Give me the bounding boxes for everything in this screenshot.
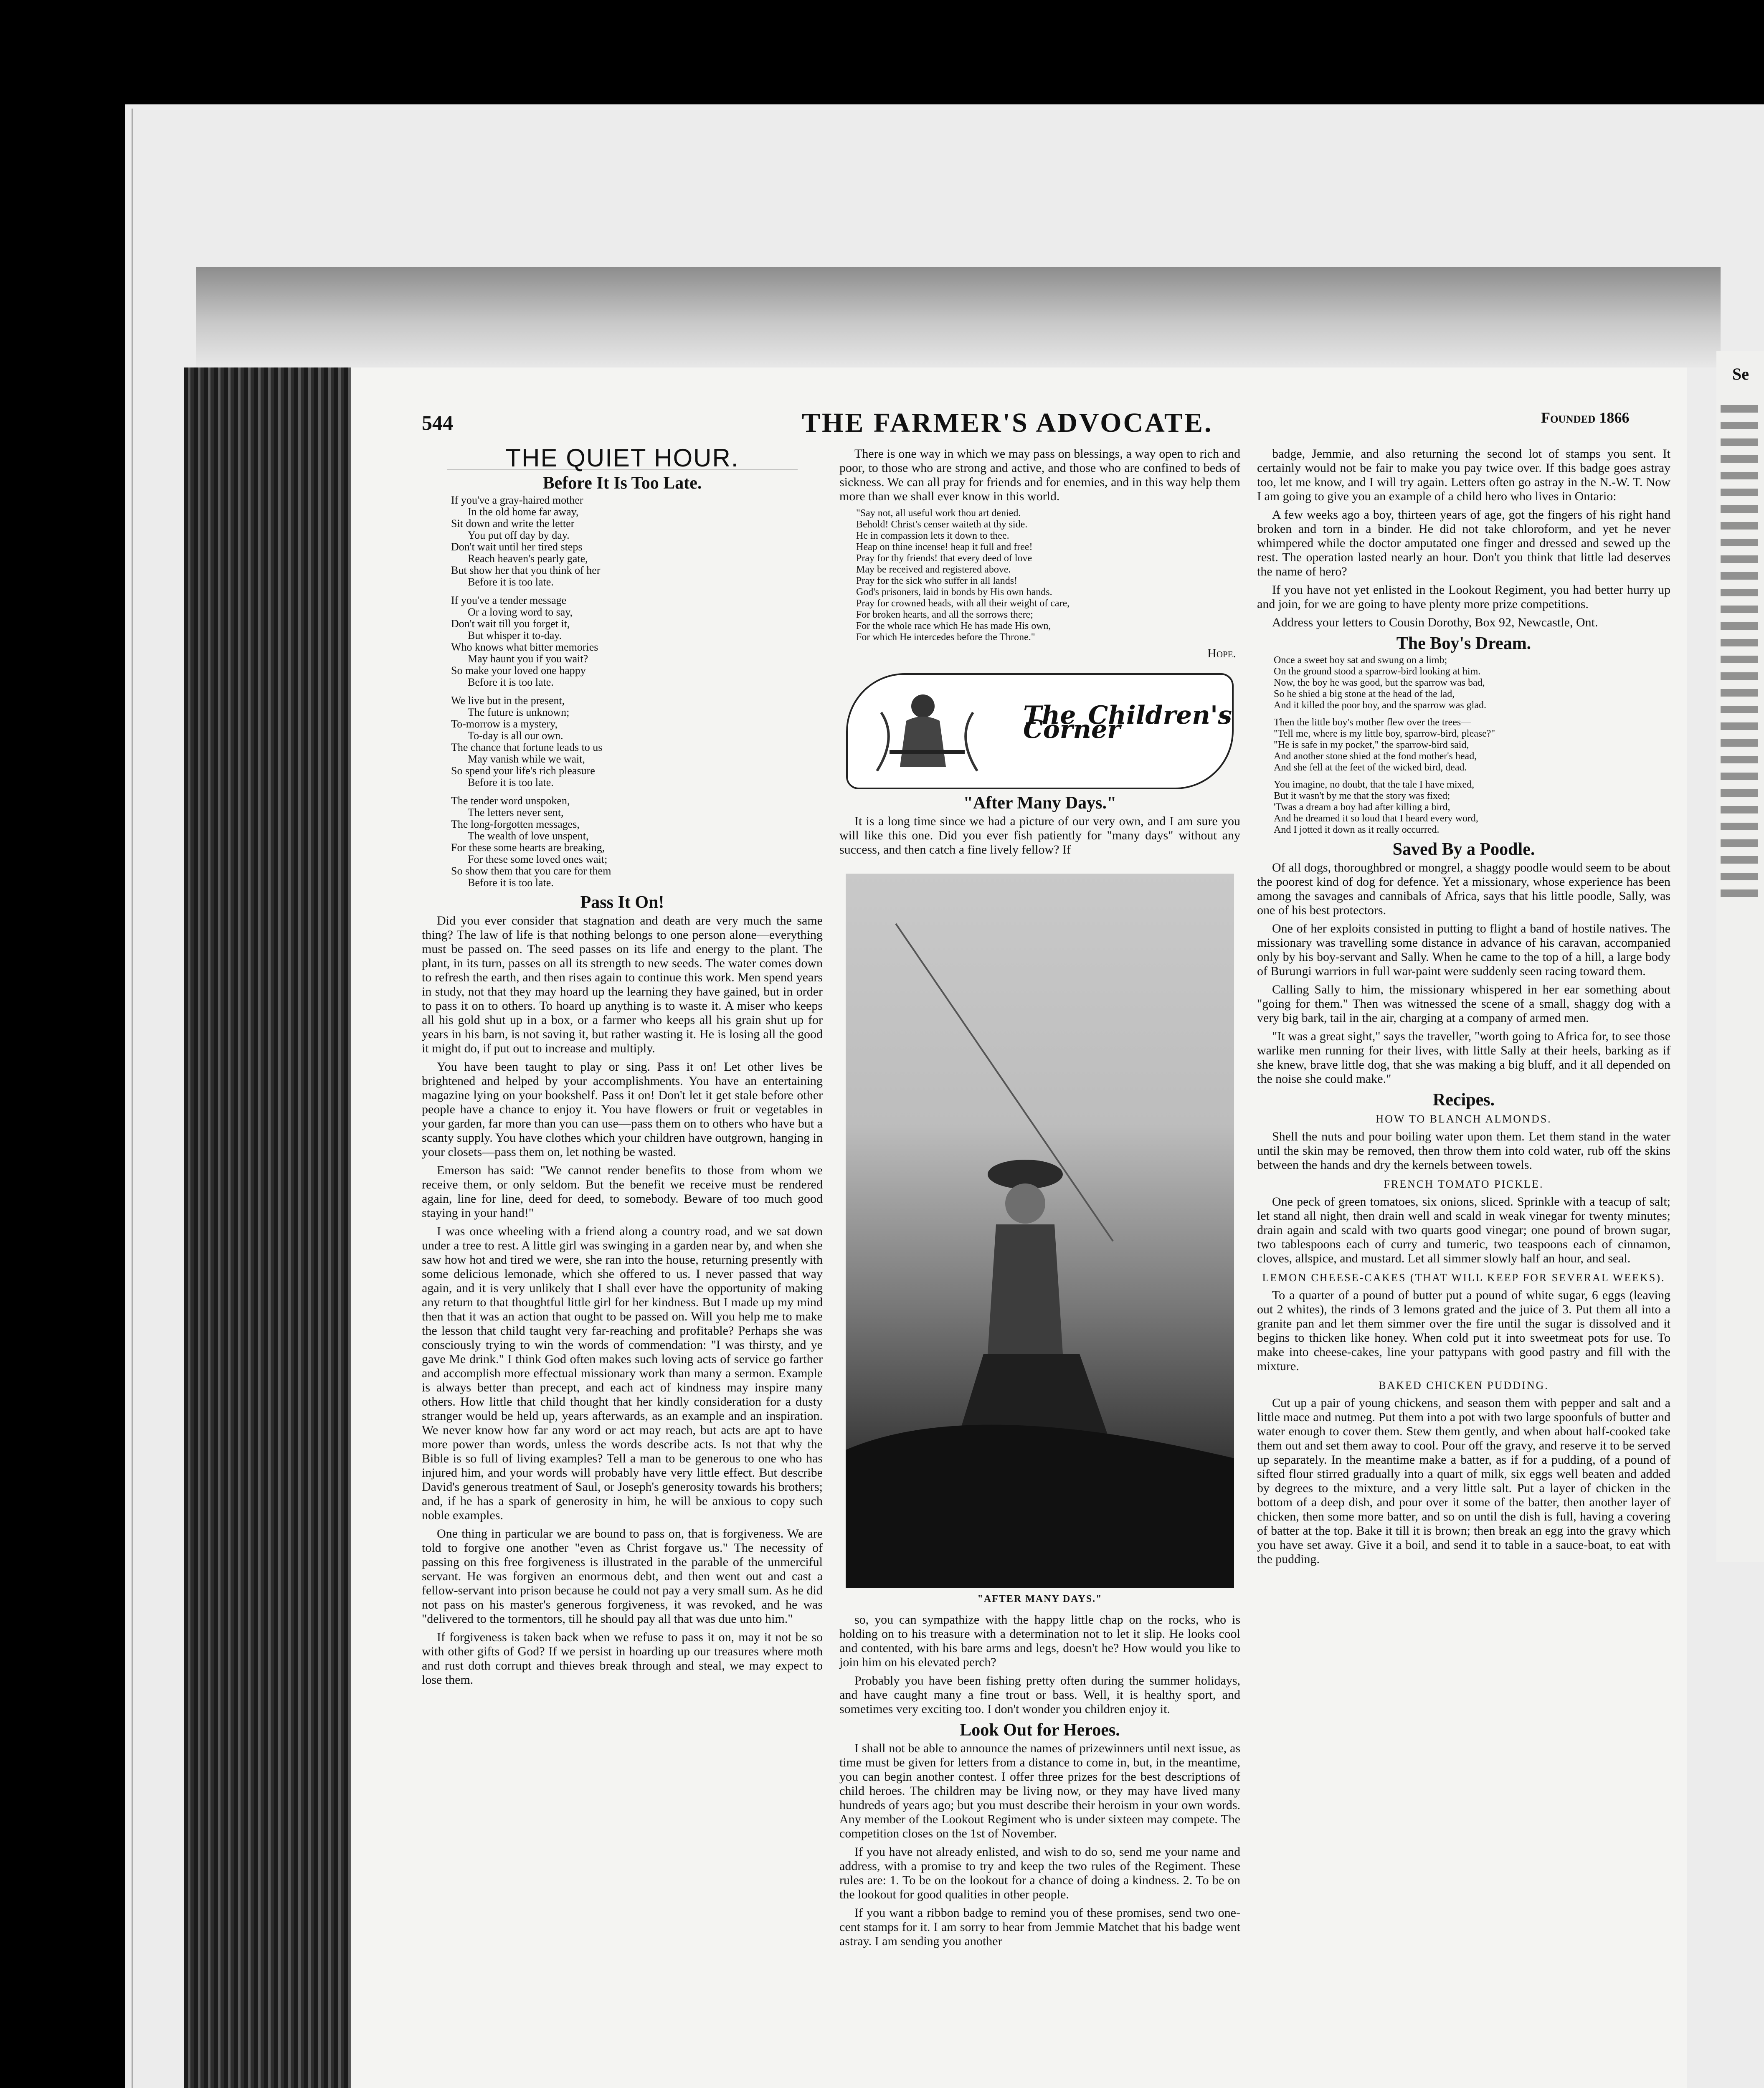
poem-line: The letters never sent,: [468, 806, 564, 818]
poem-line: Behold! Christ's censer waiteth at thy side.: [856, 519, 1028, 530]
poem-line: Before it is too late.: [468, 776, 554, 788]
girl-illustration: [873, 687, 981, 775]
poem-line: Before it is too late.: [468, 576, 554, 588]
founded-year: Founded 1866: [1541, 409, 1630, 426]
poem-line: For the whole race which He has made His own,: [856, 621, 1051, 631]
paragraph: You have been taught to play or sing. Pass it on! Let other lives be brightened and helped by your accomplishments. You have an entertaining magazine lying on your bookshelf. Pass it on! Don't let it get stale before other people have a chance to enjoy it. You have flowers or fruit or vegetables in your garden, far more than you can use—pass them on to others who have but a scanty supply. You have clothes which your children have outgrown, hanging in your closets—pass them on, let nothing be wasted.: [422, 1060, 823, 1159]
stanza: [451, 595, 823, 688]
photo-caption: "AFTER MANY DAYS.": [977, 1594, 1102, 1604]
poem-line: Don't wait until her tired steps: [451, 541, 583, 553]
boys-dream-poem: [1274, 655, 1662, 836]
article-body: [422, 914, 823, 1687]
poem-line: So he shied a big stone at the head of the lad,: [1274, 689, 1455, 699]
column-right: [1257, 447, 1670, 1571]
stanza: [1274, 717, 1662, 773]
paragraph: If forgiveness is taken back when we refuse to pass it on, may it not be so with other gifts of God? If we persist in hoarding up our treasures where moth and rust doth corrupt and thieves break through and steal, we may expect to lose them.: [422, 1630, 823, 1687]
poem-line: We live but in the present,: [451, 694, 565, 707]
poem-line: If you've a gray-haired mother: [451, 494, 583, 506]
poem-line: "He is safe in my pocket," the sparrow-bird said,: [1274, 740, 1469, 750]
poem-line: You imagine, no doubt, that the tale I have mixed,: [1274, 779, 1475, 790]
prayer-poem: [856, 508, 1232, 643]
stanza: [451, 795, 823, 889]
recipes-body: [1257, 1112, 1670, 1566]
poem-line: The long-forgotten messages,: [451, 818, 580, 830]
paragraph: If you have not yet enlisted in the Lookout Regiment, you had better hurry up and join, for we are going to have plenty more prize competitions.: [1257, 583, 1670, 611]
section-title: THE QUIET HOUR.: [505, 444, 739, 472]
photo-illustration: [846, 874, 1234, 1588]
poem-line: So spend your life's rich pleasure: [451, 765, 595, 777]
paragraph: One of her exploits consisted in putting to flight a band of hostile natives. The missionary was travelling some distance in advance of his caravan, accompanied only by his boy-servant and Sally. When he came to the top of a hill, a large body of Burungi warriors in full war-paint were suddenly seen racing toward them.: [1257, 922, 1670, 978]
recipe-text: Cut up a pair of young chickens, and season them with pepper and salt and a little mace and nutmeg. Put them into a pot with two large spoonfuls of butter and water enough to cover them. Stew them gently, and when about half-cooked take them out and set them away to cool. Pour off the gravy, and reserve it to be served up separately. In the meantime make a batter, as if for a pudding, of a pound of sifted flour stirred gradually into a quart of milk, six eggs well beaten and added by degrees to the mixture, and a very little salt. Put a layer of chicken in the bottom of a deep dish, and pour over it some of the batter, then another layer of chicken, then some more batter, and so on until the dish is full, having a covering of batter at the top. Bake it till it is brown; then break an egg into the gravy which you have set away. Give it a boil, and send it to table in a sauce-boat, to eat with the pudding.: [1257, 1396, 1670, 1566]
paragraph: so, you can sympathize with the happy little chap on the rocks, who is holding on to his treasure with a determination not to let it slip. He looks cool and contented, with his bare arms and legs, doesn't he? How would you like to join him on his elevated perch?: [839, 1613, 1240, 1669]
recipe-text: To a quarter of a pound of butter put a pound of white sugar, 6 eggs (leaving out 2 whites), the rinds of 3 lemons grated and the juice of 3. Put them all into a granite pan and let them simmer over the fire until the sugar is dissolved and it begins to thicken like honey. When cold put it into sweetmeat pots for use. To make into cheese-cakes, line your pattypans with good pastry and fill with the mixture.: [1257, 1288, 1670, 1373]
column-childrens-corner: [839, 447, 1240, 1953]
story-body: [839, 1613, 1240, 1716]
poem-line: And he dreamed it so loud that I heard every word,: [1274, 813, 1478, 824]
stanza: [451, 494, 823, 588]
adjacent-page: [1716, 351, 1764, 1562]
poodle-title: Saved By a Poodle.: [1392, 840, 1535, 859]
poem-title: Before It Is Too Late.: [542, 474, 702, 493]
poem-line: The chance that fortune leads to us: [451, 741, 603, 753]
paragraph: "It was a great sight," says the traveller, "worth going to Africa for, to see those warlike men running for their lives, with little Sally at their heels, barking as if she knew, brave little dog, that she was making a big bluff, and it all depended on the noise she could make.": [1257, 1029, 1670, 1086]
story-title: "After Many Days.": [963, 793, 1117, 813]
poem-line: If you've a tender message: [451, 594, 567, 606]
recipe-name: LEMON CHEESE-CAKES (THAT WILL KEEP FOR SEVERAL WEEKS).: [1262, 1272, 1665, 1284]
masthead: [422, 407, 1675, 441]
poem-before-too-late: [451, 494, 823, 889]
heroes-title: Look Out for Heroes.: [960, 1721, 1120, 1740]
recipe-name: HOW TO BLANCH ALMONDS.: [1376, 1113, 1552, 1125]
story-intro: It is a long time since we had a picture of our very own, and I am sure you will like this one. Did you ever fish patiently for "many days" without any success, and then catch a fine lively fellow? If: [839, 814, 1240, 856]
poem-line: And it killed the poor boy, and the sparrow was glad.: [1274, 700, 1487, 711]
paragraph: I was once wheeling with a friend along a country road, and we sat down under a tree to rest. A little girl was swinging in a garden near by, and when she saw how hot and tired we were, she ran into the house, returning presently with some delicious lemonade, which she offered to us. I never passed that way again, and it is very unlikely that I shall ever have the opportunity of making any return to that thoughtful little girl for her kindness. But I made up my mind then that it was an action that ought to be passed on. Will you help me to make the lesson that child taught very far-reaching and profitable? Perhaps she was consciously trying to win the words of commendation: "I was thirsty, and ye gave Me drink." I think God often makes such loving acts of service go farther and accomplish more effectual missionary work than many a sermon. Example is always better than precept, and each act of kindness may inspire many others. How little that child thought that her kindly consideration for a dusty stranger would be held up, years afterwards, as an example and an inspiration. We never know how far any word or act may reach, but acts are apt to have more power than words, unless the words describe acts. Is not that why the Bible is so full of living examples? Tell a man to be generous to one who has injured him, and your words will probably have very little effect. But describe David's generous treatment of Saul, or Joseph's generosity towards his brothers; and, if he has a spark of generosity in him, he will be anxious to copy such noble examples.: [422, 1224, 823, 1522]
poem-line: Who knows what bitter memories: [451, 641, 598, 653]
poem-line: So make your loved one happy: [451, 664, 586, 677]
column-quiet-hour: [422, 444, 823, 1691]
poem-line: The wealth of love unspent,: [468, 830, 589, 842]
poem-line: 'Twas a dream a boy had after killing a bird,: [1274, 802, 1450, 813]
page-number: 544: [422, 411, 453, 434]
paragraph: Address your letters to Cousin Dorothy, Box 92, Newcastle, Ont.: [1272, 616, 1598, 629]
poem-line: For these some loved ones wait;: [468, 853, 608, 865]
poem-line: So show them that you care for them: [451, 865, 611, 877]
paragraph: Of all dogs, thoroughbred or mongrel, a shaggy poodle would seem to be about the poorest kind of dog for defence. Yet a missionary, whose experience has been among the savages and cannibals of Africa, says that his little poodle, Sally, was one of his best protectors.: [1257, 861, 1670, 917]
poem-line: To-morrow is a mystery,: [451, 718, 558, 730]
recipe-text: Shell the nuts and pour boiling water upon them. Let them stand in the water until the skin may be removed, then throw them into cold water, rub off the skins between the hands and dry the kernels between towels.: [1257, 1130, 1670, 1172]
poem-line: May vanish while we wait,: [468, 753, 585, 765]
recipe-text: One peck of green tomatoes, six onions, sliced. Sprinkle with a teacup of salt; let stand all night, then drain well and scald in weak vinegar for twenty minutes; drain again and scald with two quarts good vinegar; one pound of brown sugar, two tablespoons each of curry and tumeric, two teaspoons each of cinnamon, cloves, allspice, and mustard. Let all simmer slowly half an hour, and seal.: [1257, 1195, 1670, 1265]
poem-line: Before it is too late.: [468, 877, 554, 889]
poem-line: God's prisoners, laid in bonds by His own hands.: [856, 587, 1052, 598]
paragraph: If you have not already enlisted, and wish to do so, send me your name and address, with a promise to try and keep the two rules of the Regiment. These rules are: 1. To be on the lookout for a chance of doing a kindness. 2. To be on the lookout for good qualities in other people.: [839, 1845, 1240, 1901]
poem-line: In the old home far away,: [468, 506, 579, 518]
poem-line: Sit down and write the letter: [451, 517, 575, 530]
book-binding: [184, 367, 351, 2088]
stanza: [1274, 779, 1662, 836]
scan-edge-line: [132, 109, 133, 2088]
recipe-name: FRENCH TOMATO PICKLE.: [1384, 1178, 1544, 1190]
stanza: [1274, 655, 1662, 711]
poem-line: Don't wait till you forget it,: [451, 618, 570, 630]
fishing-boy-photo: [846, 874, 1234, 1588]
poem-line: But show her that you think of her: [451, 564, 601, 576]
paragraph: If you want a ribbon badge to remind you of these promises, send two one-cent stamps for it. I am sorry to hear from Jemmie Matchet that his badge went astray. I am sending you another: [839, 1906, 1240, 1948]
paragraph: A few weeks ago a boy, thirteen years of age, got the fingers of his right hand broken and torn in a binder. He did not take chloroform, and yet he never whimpered while the doctor amputated one finger and dressed and sewed up the rest. The operation lasted nearly an hour. Don't you think that little lad deserves the name of hero?: [1257, 508, 1670, 578]
poem-line: Before it is too late.: [468, 676, 554, 688]
poem-line: The future is unknown;: [468, 706, 570, 718]
poem-line: Now, the boy he was good, but the sparrow was bad,: [1274, 677, 1485, 688]
adjacent-page-header: Se: [1732, 365, 1749, 383]
poem-line: For broken hearts, and all the sorrows there;: [856, 609, 1033, 620]
poem-line: Once a sweet boy sat and swung on a limb;: [1274, 655, 1447, 666]
page-shadow: [196, 267, 1721, 367]
poem-line: On the ground stood a sparrow-bird looking at him.: [1274, 666, 1481, 677]
poem-line: But whisper it to-day.: [468, 629, 562, 641]
signature: Hope.: [1207, 646, 1236, 660]
poem-line: You put off day by day.: [468, 529, 570, 541]
poodle-body: [1257, 861, 1670, 1086]
poem-line: The tender word unspoken,: [451, 795, 570, 807]
poem-line: Pray for thy friends! that every deed of love: [856, 553, 1032, 564]
paragraph: badge, Jemmie, and also returning the second lot of stamps you sent. It certainly would not be fair to make you pay twice over. If this badge goes astray too, let me know, and I will try again. Letters often go astray in the N.-W. T. Now I am going to give you an example of a child hero who lives in Ontario:: [1257, 447, 1670, 503]
poem-line: Pray for crowned heads, with all their weight of care,: [856, 598, 1070, 609]
paragraph: One thing in particular we are bound to pass on, that is forgiveness. We are told to forgive one another "even as Christ forgave us." The necessity of passing on this free forgiveness is illustrated in the parable of the unmerciful servant. He was forgiven an enormous debt, and then went out and cast a fellow-servant into prison because he could not pay a very small sum. As he did not pass on his master's generous forgiveness, it was revoked, and he was "delivered to the tormentors, till he should pay all that was due unto him.": [422, 1527, 823, 1626]
poem-line: Reach heaven's pearly gate,: [468, 552, 588, 565]
newspaper-title: THE FARMER'S ADVOCATE.: [802, 408, 1213, 438]
poem-line: And I jotted it down as it really occurred.: [1274, 824, 1440, 835]
recipe-name: BAKED CHICKEN PUDDING.: [1379, 1379, 1549, 1391]
poem-line: "Say not, all useful work thou art denied.: [856, 508, 1021, 519]
paragraph: Calling Sally to him, the missionary whispered in her ear something about "going for them." Then was witnessed the scene of a small, shaggy dog with a very big bark, tail in the air, charging at a company of armed men.: [1257, 983, 1670, 1025]
paragraph: Probably you have been fishing pretty often during the summer holidays, and have caught many a fine trout or bass. Well, it is healthy sport, and sometimes very exciting too. I don't wonder you children enjoy it.: [839, 1674, 1240, 1716]
poem-line: And another stone shied at the fond mother's head,: [1274, 751, 1477, 762]
poem-line: May be received and registered above.: [856, 564, 1011, 575]
letters-body: [1257, 447, 1670, 630]
paragraph: I shall not be able to announce the names of prizewinners until next issue, as time must be given for letters from a distance to come in, but, in the meantime, you can begin another contest. I offer three prizes for the best descriptions of child heroes. The children may be living now, or they may have lived many hundreds of years ago; but you must describe their heroism in your own words. Any member of the Lookout Regiment who is under sixteen may compete. The competition closes on the 1st of November.: [839, 1741, 1240, 1840]
article-title: Pass It On!: [580, 893, 664, 912]
poem-line: Heap on thine incense! heap it full and free!: [856, 542, 1033, 552]
poem-line: For these some hearts are breaking,: [451, 841, 605, 854]
poem-line: He in compassion lets it down to thee.: [856, 530, 1009, 541]
poem-line: For which He intercedes before the Throne.": [856, 632, 1035, 643]
poem-line: Or a loving word to say,: [468, 606, 573, 618]
poem-line: May haunt you if you wait?: [468, 653, 588, 665]
boys-dream-title: The Boy's Dream.: [1396, 634, 1531, 653]
poem-line: To-day is all our own.: [468, 730, 563, 742]
recipes-title: Recipes.: [1432, 1090, 1495, 1110]
intro-paragraph: There is one way in which we may pass on blessings, a way open to rich and poor, to those who are strong and active, and those who are confined to beds of sickness. We can all pray for friends and for enemies, and in this way help them more than we shall ever know in this world.: [839, 447, 1240, 503]
poem-line: "Tell me, where is my little boy, sparrow-bird, please?": [1274, 728, 1495, 739]
stanza: [451, 695, 823, 788]
heroes-body: [839, 1741, 1240, 1949]
film-border: [0, 0, 1764, 104]
childrens-corner-banner: [846, 673, 1234, 789]
poem-line: But it wasn't by me that the story was fixed;: [1274, 791, 1450, 801]
paragraph: Did you ever consider that stagnation and death are very much the same thing? The law of life is that nothing belongs to one person alone—everything must be passed on. The seed passes on its life and energy to the plant. The plant, in its turn, passes on all its strength to new seeds. The water comes down to refresh the earth, and then rises again to continue this work. Men spend years in study, not that they may hoard up the learning they have gained, but in order to pass it on to others. To hoard up anything is to waste it. A miser who keeps all his gold shut up in a box, or a farmer who keeps all his grain shut up for years in his barn, is not saving it, but rather wasting it. He is losing all the good it might do, if put out to increase and multiply.: [422, 914, 823, 1055]
poem-line: Pray for the sick who suffer in all lands!: [856, 575, 1018, 586]
poem-line: Then the little boy's mother flew over the trees—: [1274, 717, 1471, 728]
banner-text: The Children's Corner: [1023, 701, 1232, 744]
poem-line: And she fell at the feet of the wicked bird, dead.: [1274, 762, 1467, 773]
paragraph: Emerson has said: "We cannot render benefits to those from whom we receive them, or only seldom. But the benefit we receive must be rendered again, line for line, deed for deed, to somebody. Beware of too much good staying in your hand!": [422, 1163, 823, 1220]
